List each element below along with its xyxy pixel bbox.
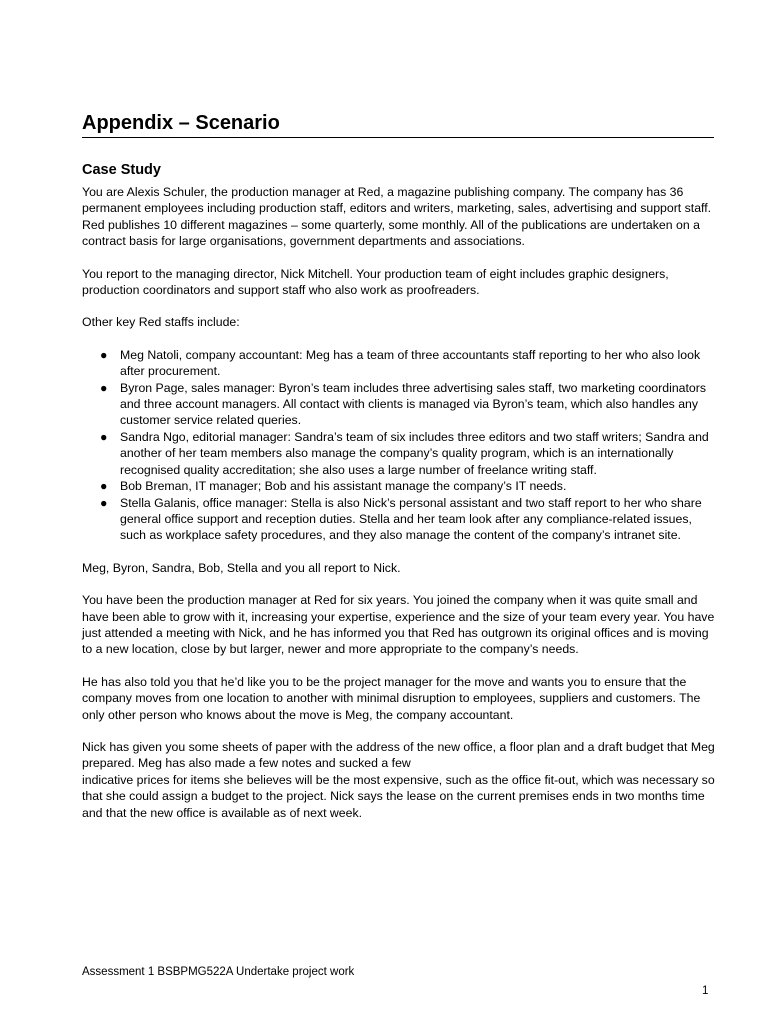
paragraph-budget-end: indicative prices for items she believes will be the most expensive, such as the office fit-out, which was necessary so that she could assign a budget to the project. Nick says the lease on the current premises ends in two months time and that the new office is available as of next week. (82, 772, 715, 820)
paragraph-project: He has also told you that he’d like you to be the project manager for the move and wants you to ensure that the company moves from one location to another with minimal disruption to employees, suppliers and customers. The only other person who knows about the move is Meg, the company accountant. (82, 674, 701, 722)
list-item-text: Bob Breman, IT manager; Bob and his assistant manage the company’s IT needs. (120, 479, 567, 494)
page-number: 1 (702, 985, 709, 997)
paragraph-intro: You are Alexis Schuler, the production manager at Red, a magazine publishing company. The company has 36 permanent employees including production staff, editors and writers, marketing, sales, advertising and support staff. Red publishes 10 different magazines – some quarterly, some monthly. All of the publications are undertaken on a contract basis for large organisations, government departments and associations. (82, 185, 712, 249)
staff-list (82, 347, 718, 544)
list-item-text: Stella Galanis, office manager: Stella is also Nick’s personal assistant and two staff report to her who share general office support and reception duties. Stella and her team look after any compliance-related issues, such as workplace safety procedures, and they also manage the content of the company’s intranet site. (120, 495, 702, 543)
list-item (100, 429, 718, 478)
paragraph-reporting: Meg, Byron, Sandra, Bob, Stella and you all report to Nick. (82, 560, 401, 575)
section-heading: Case Study (82, 162, 161, 178)
list-item-text: Byron Page, sales manager: Byron’s team includes three advertising sales staff, two marketing coordinators and three account managers. All contact with clients is managed via Byron’s team, which also handles any customer service related queries. (120, 380, 706, 428)
list-item-text: Meg Natoli, company accountant: Meg has a team of three accountants staff reporting to her who also look after procurement. (120, 347, 701, 379)
bullet-icon: ● (100, 380, 108, 395)
paragraph-budget-start: Nick has given you some sheets of paper with the address of the new office, a floor plan and a draft budget that Meg prepared. Meg has also made a few notes and sucked a few (82, 739, 715, 771)
list-item (100, 380, 718, 429)
list-item (100, 495, 718, 544)
paragraph-background: You have been the production manager at Red for six years. You joined the company when it was quite small and have been able to grow with it, increasing your expertise, experience and the size of your team every year. You have just attended a meeting with Nick, and he has informed you that Red has outgrown its original offices and is moving to a new location, close by but larger, newer and more appropriate to the company’s needs. (82, 593, 715, 657)
page-title: Appendix – Scenario (82, 110, 714, 138)
document-body (82, 160, 718, 837)
bullet-icon: ● (100, 479, 108, 494)
page-footer: Assessment 1 BSBPMG522A Undertake project work (82, 966, 355, 978)
paragraph-other-staff: Other key Red staffs include: (82, 315, 240, 330)
bullet-icon: ● (100, 495, 108, 510)
list-item-text: Sandra Ngo, editorial manager: Sandra’s team of six includes three editors and two staff writers; Sandra and another of her team members also manage the company’s quality program, which is an internationally recognised quality accreditation; she also uses a large number of freelance writing staff. (120, 429, 709, 477)
list-item (100, 347, 718, 380)
paragraph-report: You report to the managing director, Nick Mitchell. Your production team of eight includes graphic designers, production coordinators and support staff who also work as proofreaders. (82, 266, 669, 298)
bullet-icon: ● (100, 347, 108, 362)
bullet-icon: ● (100, 429, 108, 444)
list-item (100, 478, 718, 494)
